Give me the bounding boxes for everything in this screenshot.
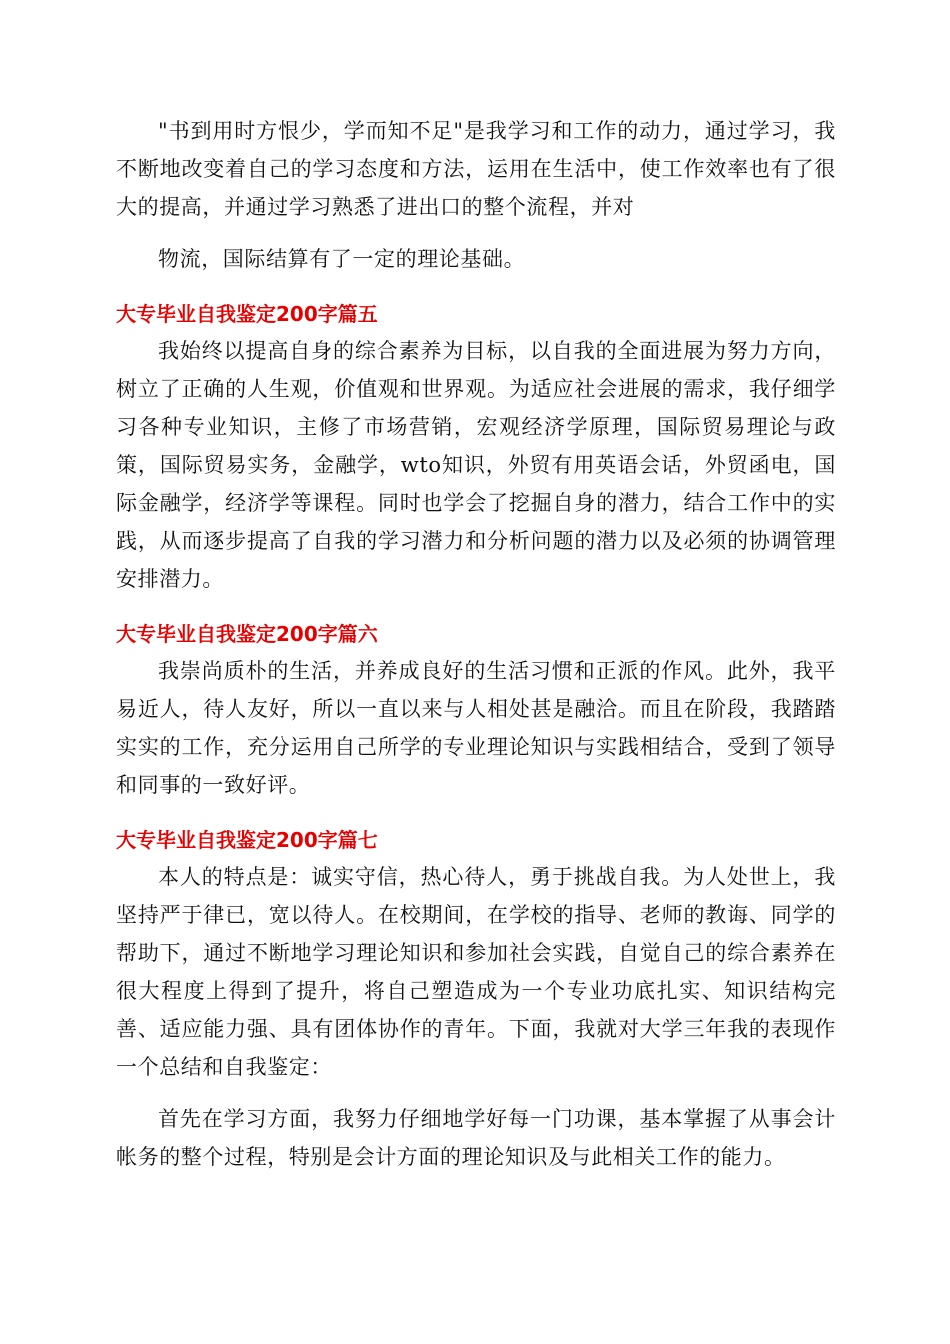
section-heading-5: 大专毕业自我鉴定200字篇五 — [116, 302, 378, 326]
paragraph-5: 本人的特点是：诚实守信，热心待人，勇于挑战自我。为人处世上，我坚持严于律已，宽以待人。在校期间，在学校的指导、老师的教诲、同学的帮助下，通过不断地学习理论知识和参加社会实践，自觉自己的综合素养在很大程度上得到了提升，将自己塑造成为一个专业功底扎实、知识结构完善、适应能力强、具有团体协作的青年。下面，我就对大学三年我的表现作一个总结和自我鉴定： — [116, 865, 836, 1079]
paragraph-2: 物流，国际结算有了一定的理论基础。 — [158, 247, 526, 271]
section-heading-6: 大专毕业自我鉴定200字篇六 — [116, 622, 378, 646]
paragraph-1: "书到用时方恨少，学而知不足"是我学习和工作的动力，通过学习，我不断地改变着自己的学习态度和方法，运用在生活中，使工作效率也有了很大的提高，并通过学习熟悉了进出口的整个流程，并对 — [116, 119, 836, 219]
document-page — [116, 112, 836, 1176]
paragraph-4: 我崇尚质朴的生活，并养成良好的生活习惯和正派的作风。此外，我平易近人，待人友好，所以一直以来与人相处甚是融洽。而且在阶段，我踏踏实实的工作，充分运用自己所学的专业理论知识与实践相结合，受到了领导和同事的一致好评。 — [116, 659, 836, 797]
paragraph-3: 我始终以提高自身的综合素养为目标，以自我的全面进展为努力方向，树立了正确的人生观，价值观和世界观。为适应社会进展的需求，我仔细学习各种专业知识，主修了市场营销，宏观经济学原理，国际贸易理论与政策，国际贸易实务，金融学，wto知识，外贸有用英语会话，外贸函电，国际金融学，经济学等课程。同时也学会了挖掘自身的潜力，结合工作中的实践，从而逐步提高了自我的学习潜力和分析问题的潜力以及必须的协调管理安排潜力。 — [116, 339, 836, 591]
section-heading-7: 大专毕业自我鉴定200字篇七 — [116, 828, 378, 852]
paragraph-6: 首先在学习方面，我努力仔细地学好每一门功课，基本掌握了从事会计帐务的整个过程，特别是会计方面的理论知识及与此相关工作的能力。 — [116, 1107, 836, 1169]
